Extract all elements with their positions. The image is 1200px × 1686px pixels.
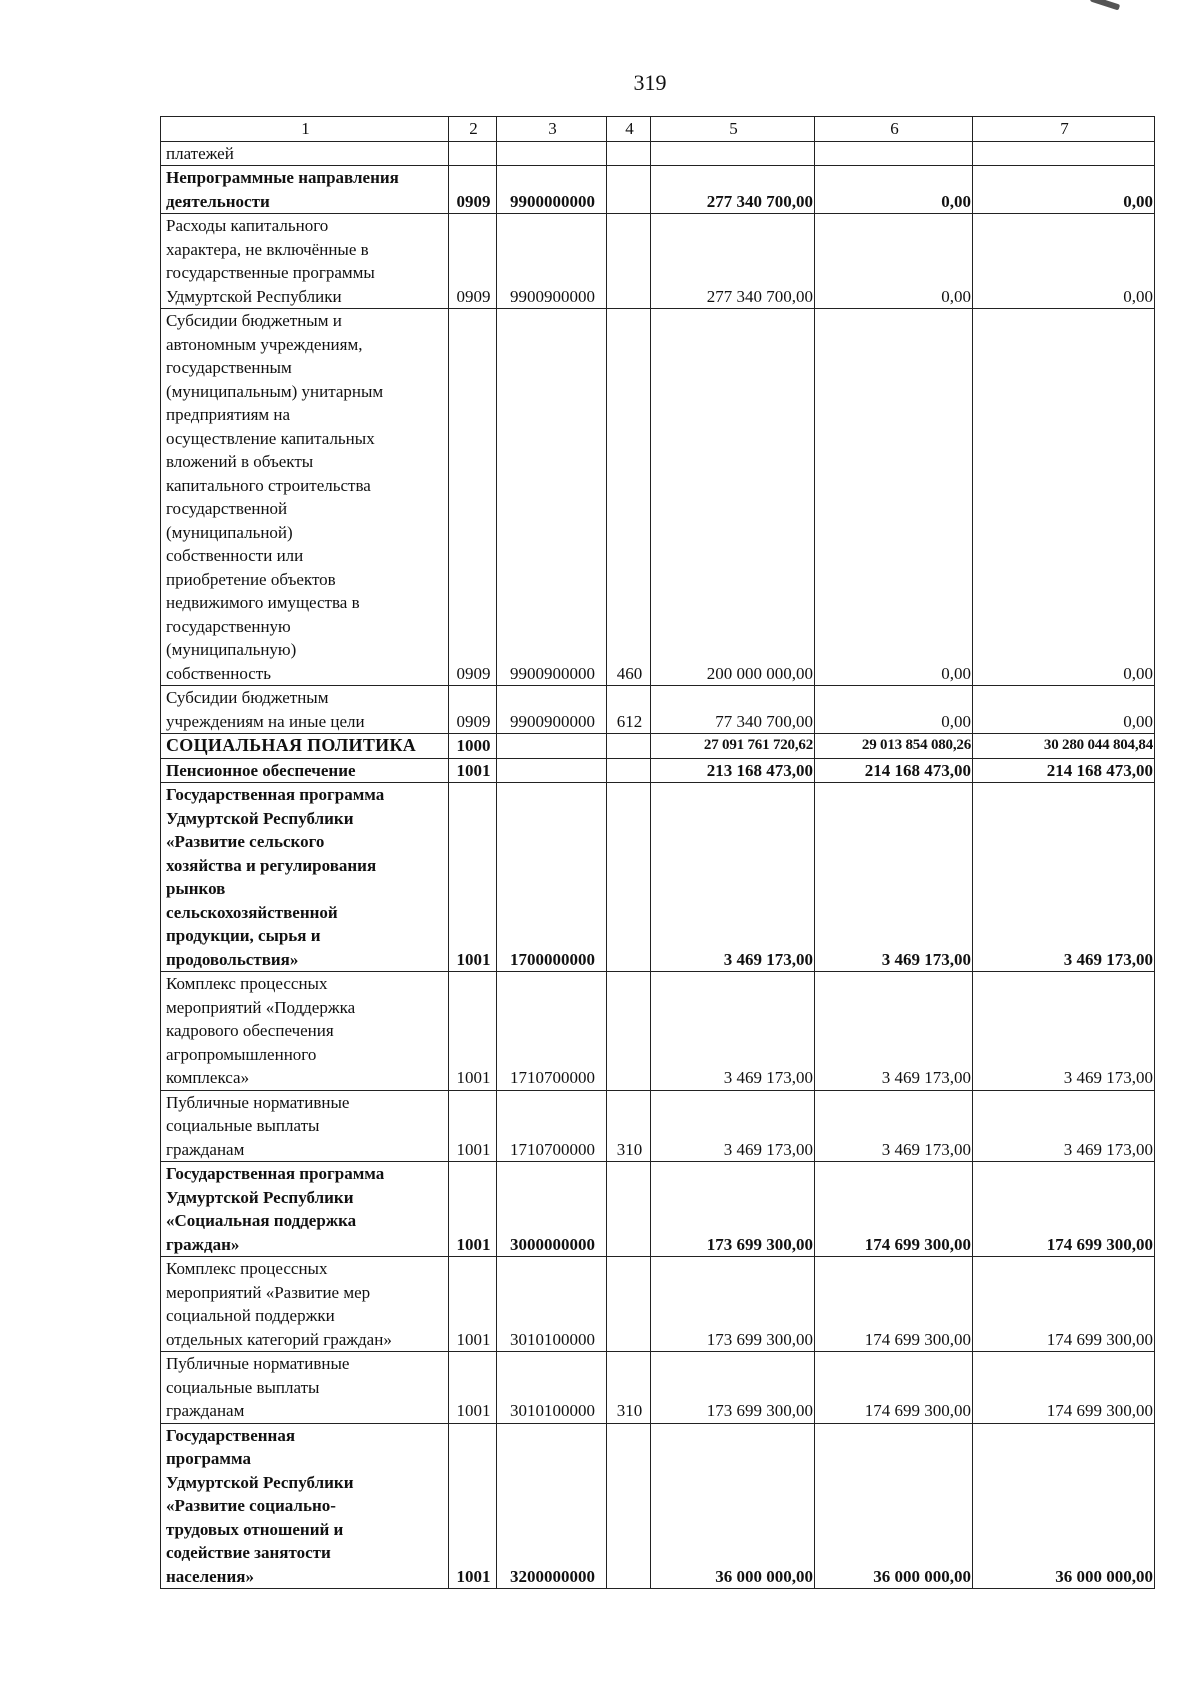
row-expense-type: 612 (607, 686, 651, 734)
row-expense-type (607, 734, 651, 759)
header-cell: 6 (815, 117, 973, 142)
row-amount-col5: 277 340 700,00 (651, 166, 815, 214)
row-name: Государственная программа Удмуртской Республики «Социальная поддержка граждан» (161, 1162, 449, 1257)
row-name: Комплекс процессных мероприятий «Развитие мер социальной поддержки отдельных категорий граждан» (161, 1257, 449, 1352)
header-cell: 2 (449, 117, 497, 142)
row-expense-type (607, 1423, 651, 1589)
row-target-code: 9900900000 (497, 686, 607, 734)
row-amount-col5: 77 340 700,00 (651, 686, 815, 734)
row-expense-type (607, 1257, 651, 1352)
row-amount-col6: 0,00 (815, 166, 973, 214)
row-section-code: 1000 (449, 734, 497, 759)
row-amount-col7 (973, 141, 1155, 166)
header-cell: 7 (973, 117, 1155, 142)
row-target-code: 1710700000 (497, 972, 607, 1091)
row-amount-col7: 0,00 (973, 686, 1155, 734)
row-amount-col7: 30 280 044 804,84 (973, 734, 1155, 759)
row-section-code: 1001 (449, 758, 497, 783)
column-number-header (161, 117, 1155, 142)
row-amount-col5: 3 469 173,00 (651, 972, 815, 1091)
row-name: Публичные нормативные социальные выплаты гражданам (161, 1352, 449, 1424)
table-row (161, 1090, 1155, 1162)
row-amount-col6 (815, 141, 973, 166)
table-row (161, 783, 1155, 972)
row-amount-col7: 0,00 (973, 309, 1155, 686)
row-name: СОЦИАЛЬНАЯ ПОЛИТИКА (161, 734, 449, 759)
row-amount-col5: 27 091 761 720,62 (651, 734, 815, 759)
row-expense-type (607, 758, 651, 783)
row-amount-col6: 174 699 300,00 (815, 1352, 973, 1424)
row-amount-col5: 173 699 300,00 (651, 1352, 815, 1424)
row-target-code: 3000000000 (497, 1162, 607, 1257)
row-amount-col6: 29 013 854 080,26 (815, 734, 973, 759)
row-name: Государственная программа Удмуртской Республики «Развитие сельского хозяйства и регулирования рынков сельскохозяйственной продукции, сырья и продовольствия» (161, 783, 449, 972)
row-amount-col6: 3 469 173,00 (815, 1090, 973, 1162)
row-name: платежей (161, 141, 449, 166)
row-amount-col7: 174 699 300,00 (973, 1352, 1155, 1424)
row-name: Публичные нормативные социальные выплаты гражданам (161, 1090, 449, 1162)
row-name: Субсидии бюджетным учреждениям на иные цели (161, 686, 449, 734)
row-amount-col7: 3 469 173,00 (973, 972, 1155, 1091)
row-expense-type: 460 (607, 309, 651, 686)
row-amount-col5: 3 469 173,00 (651, 1090, 815, 1162)
row-amount-col5: 36 000 000,00 (651, 1423, 815, 1589)
row-amount-col6: 0,00 (815, 686, 973, 734)
row-expense-type (607, 972, 651, 1091)
table-row (161, 1162, 1155, 1257)
row-amount-col6: 3 469 173,00 (815, 972, 973, 1091)
row-amount-col5: 200 000 000,00 (651, 309, 815, 686)
row-target-code: 3010100000 (497, 1257, 607, 1352)
row-target-code: 3200000000 (497, 1423, 607, 1589)
row-amount-col5 (651, 141, 815, 166)
row-section-code (449, 141, 497, 166)
row-amount-col5: 213 168 473,00 (651, 758, 815, 783)
row-expense-type (607, 141, 651, 166)
table-row (161, 141, 1155, 166)
row-amount-col6: 36 000 000,00 (815, 1423, 973, 1589)
row-section-code: 0909 (449, 166, 497, 214)
row-amount-col7: 0,00 (973, 214, 1155, 309)
table-row (161, 972, 1155, 1091)
row-amount-col6: 0,00 (815, 214, 973, 309)
table-row (161, 214, 1155, 309)
row-section-code: 0909 (449, 214, 497, 309)
row-expense-type: 310 (607, 1090, 651, 1162)
row-amount-col5: 173 699 300,00 (651, 1257, 815, 1352)
table-row (161, 1423, 1155, 1589)
row-section-code: 1001 (449, 1352, 497, 1424)
row-expense-type (607, 214, 651, 309)
row-name: Непрограммные направления деятельности (161, 166, 449, 214)
row-name: Пенсионное обеспечение (161, 758, 449, 783)
row-section-code: 1001 (449, 783, 497, 972)
header-cell: 1 (161, 117, 449, 142)
row-amount-col7: 214 168 473,00 (973, 758, 1155, 783)
row-target-code: 1710700000 (497, 1090, 607, 1162)
row-target-code (497, 141, 607, 166)
row-expense-type: 310 (607, 1352, 651, 1424)
row-amount-col5: 173 699 300,00 (651, 1162, 815, 1257)
row-amount-col6: 214 168 473,00 (815, 758, 973, 783)
row-target-code: 1700000000 (497, 783, 607, 972)
table-row (161, 734, 1155, 759)
row-name: Комплекс процессных мероприятий «Поддержка кадрового обеспечения агропромышленного комплекса» (161, 972, 449, 1091)
row-section-code: 1001 (449, 1090, 497, 1162)
row-target-code: 3010100000 (497, 1352, 607, 1424)
header-cell: 4 (607, 117, 651, 142)
header-cell: 5 (651, 117, 815, 142)
row-name: Расходы капитального характера, не включённые в государственные программы Удмуртской Республики (161, 214, 449, 309)
table-row (161, 309, 1155, 686)
row-expense-type (607, 1162, 651, 1257)
row-amount-col6: 174 699 300,00 (815, 1257, 973, 1352)
row-amount-col6: 3 469 173,00 (815, 783, 973, 972)
row-amount-col7: 36 000 000,00 (973, 1423, 1155, 1589)
row-amount-col7: 3 469 173,00 (973, 783, 1155, 972)
header-cell: 3 (497, 117, 607, 142)
table-row (161, 686, 1155, 734)
row-section-code: 1001 (449, 1423, 497, 1589)
row-amount-col5: 277 340 700,00 (651, 214, 815, 309)
row-amount-col6: 174 699 300,00 (815, 1162, 973, 1257)
table-row (161, 1257, 1155, 1352)
scan-mark (1090, 0, 1120, 10)
row-amount-col7: 3 469 173,00 (973, 1090, 1155, 1162)
row-target-code: 9900000000 (497, 166, 607, 214)
table-row (161, 1352, 1155, 1424)
row-name: Субсидии бюджетным и автономным учреждениям, государственным (муниципальным) унитарным предприятиям на осуществление капитальных вложений в объекты капитального строительства государственной (муниципальной) собственности или приобретение объектов недвижимого имущества в государственную (муниципальную) собственность (161, 309, 449, 686)
page-number: 319 (633, 70, 667, 95)
row-section-code: 1001 (449, 1257, 497, 1352)
row-amount-col7: 0,00 (973, 166, 1155, 214)
row-section-code: 0909 (449, 309, 497, 686)
table-row (161, 166, 1155, 214)
row-amount-col5: 3 469 173,00 (651, 783, 815, 972)
table-row (161, 758, 1155, 783)
row-target-code (497, 758, 607, 783)
row-amount-col6: 0,00 (815, 309, 973, 686)
budget-table (160, 116, 1155, 1589)
row-amount-col7: 174 699 300,00 (973, 1162, 1155, 1257)
row-expense-type (607, 166, 651, 214)
row-section-code: 0909 (449, 686, 497, 734)
row-target-code: 9900900000 (497, 309, 607, 686)
row-section-code: 1001 (449, 1162, 497, 1257)
row-section-code: 1001 (449, 972, 497, 1091)
row-target-code (497, 734, 607, 759)
row-expense-type (607, 783, 651, 972)
row-amount-col7: 174 699 300,00 (973, 1257, 1155, 1352)
row-target-code: 9900900000 (497, 214, 607, 309)
row-name: Государственная программа Удмуртской Республики «Развитие социально- трудовых отношений и содействие занятости населения» (161, 1423, 449, 1589)
